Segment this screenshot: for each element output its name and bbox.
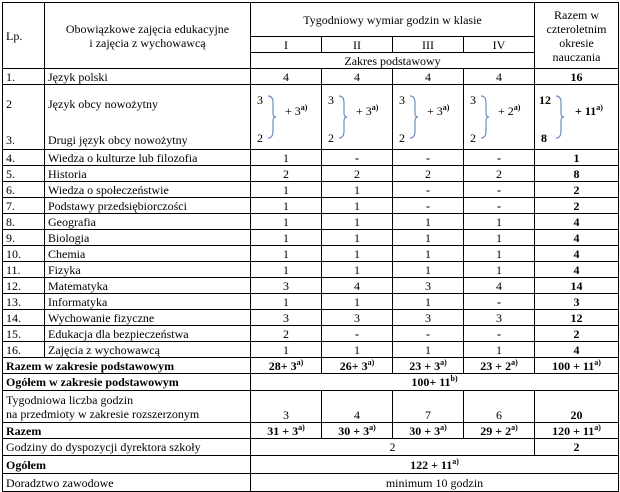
row-subject: Geografia — [45, 214, 251, 230]
brace-bottom-value: 2 — [328, 131, 334, 145]
row-val: 1 — [251, 182, 322, 198]
footnote-mark: a) — [300, 103, 308, 112]
row-total: 12 — [535, 310, 619, 326]
row-total: 4 — [535, 246, 619, 262]
row-val: 2 — [251, 166, 322, 182]
row-val: 4 — [393, 69, 464, 85]
row-val: 1 — [322, 246, 393, 262]
language-brace-cell — [322, 85, 392, 149]
class-ii: II — [322, 37, 393, 53]
grand-total-row — [3, 456, 619, 474]
row-val: 1 — [251, 150, 322, 166]
summary-val: $30 + 3^{a)}$ — [393, 423, 464, 439]
header-lp: Lp. — [3, 3, 45, 69]
footnote-mark: a) — [440, 357, 447, 367]
row-lp: 11. — [3, 262, 45, 278]
row-val: 4 — [322, 69, 393, 85]
row-val: 3 — [251, 278, 322, 294]
row-val: 1 — [322, 262, 393, 278]
class-iii: III — [393, 37, 464, 53]
brace-icon — [555, 95, 565, 139]
brace-top-value: 12 — [539, 93, 552, 107]
brace-icon — [409, 95, 419, 139]
director-row — [3, 439, 619, 456]
brace-plus: + 3 — [427, 104, 443, 118]
row-val: 1 — [393, 294, 464, 310]
brace-top-value: 3 — [470, 93, 476, 107]
row-lp: 14. — [3, 310, 45, 326]
row-val: 4 — [464, 69, 535, 85]
table-row — [3, 150, 619, 166]
row-val: - — [322, 150, 393, 166]
footnote-mark: a) — [511, 422, 518, 432]
extended-val: 7 — [393, 391, 464, 423]
language-total-cell — [535, 85, 618, 149]
row-val: 1 — [393, 246, 464, 262]
row-val: - — [393, 326, 464, 342]
row-lp: 12. — [3, 278, 45, 294]
header-subjects: Obowiązkowe zajęcia edukacyjne i zajęcia z wychowawcą — [45, 3, 251, 69]
footnote-mark: a) — [442, 103, 450, 112]
row-lp: 10. — [3, 246, 45, 262]
row-val: 4 — [464, 278, 535, 294]
extended-row — [3, 391, 619, 423]
row-subject: Fizyka — [45, 262, 251, 278]
row-total: 2 — [535, 182, 619, 198]
summary-val: $23 + 2^{a)}$ — [464, 358, 535, 374]
header-weekly: Tygodniowy wymiar godzin w klasie — [251, 3, 535, 37]
language-brace-cell — [464, 85, 534, 149]
row-total: 16 — [535, 69, 619, 85]
row-total: 4 — [535, 214, 619, 230]
extended-val: 3 — [251, 391, 322, 423]
brace-top-value: 3 — [257, 93, 263, 107]
director-total: 2 — [535, 439, 619, 456]
brace-bottom-value: 2 — [470, 131, 476, 145]
row-subject: Biologia — [45, 230, 251, 246]
row-val: 3 — [251, 310, 322, 326]
brace-bottom-value: 8 — [541, 131, 548, 145]
summary-row-basic — [3, 358, 619, 374]
language-brace-cell — [251, 85, 321, 149]
table-row — [3, 214, 619, 230]
summary-row — [3, 423, 619, 439]
row-total: 4 — [535, 342, 619, 358]
row-val: 1 — [251, 294, 322, 310]
row-total: 1 — [535, 150, 619, 166]
footnote-mark: a) — [594, 422, 601, 432]
row-val: - — [464, 198, 535, 214]
footnote-mark: a) — [596, 103, 603, 112]
summary-val: $23 + 3^{a)}$ — [393, 358, 464, 374]
row-val: - — [393, 150, 464, 166]
row-val: 1 — [322, 294, 393, 310]
brace-icon — [338, 95, 348, 139]
row-subject: Podstawy przedsiębiorczości — [45, 198, 251, 214]
class-i: I — [251, 37, 322, 53]
row-val: 2 — [393, 166, 464, 182]
row-subject: Drugi język obcy nowożytny — [48, 133, 188, 147]
table-row — [3, 230, 619, 246]
footnote-mark: a) — [369, 422, 376, 432]
table-row — [3, 182, 619, 198]
row-subject: Wiedza o społeczeństwie — [45, 182, 251, 198]
row-val: 1 — [464, 230, 535, 246]
row-lp: 1. — [3, 69, 45, 85]
extended-total: 20 — [535, 391, 619, 423]
row-val: 1 — [464, 342, 535, 358]
row-lp: 9. — [3, 230, 45, 246]
row-val: 1 — [251, 262, 322, 278]
table-row — [3, 326, 619, 342]
scope-label: Zakres podstawowy — [251, 53, 535, 69]
row-val: 1 — [251, 198, 322, 214]
row-subject: Zajęcia z wychowawcą — [45, 342, 251, 358]
table-row-languages — [3, 85, 619, 150]
row-total: 4 — [535, 230, 619, 246]
row-lp: 15. — [3, 326, 45, 342]
row-val: - — [464, 294, 535, 310]
row-val: 1 — [393, 262, 464, 278]
row-val: 1 — [393, 214, 464, 230]
footnote-mark: a) — [513, 103, 521, 112]
summary-val: $28+ 3^{a)}$ — [251, 358, 322, 374]
brace-icon — [267, 95, 277, 139]
row-val: 1 — [322, 182, 393, 198]
row-val: - — [464, 182, 535, 198]
brace-plus: + 11 — [575, 104, 597, 118]
row-lp: 2 — [6, 97, 12, 111]
counseling-val: minimum 10 godzin — [251, 474, 619, 492]
row-val: 1 — [393, 342, 464, 358]
extended-val: 6 — [464, 391, 535, 423]
summary-val: $26+ 3^{a)}$ — [322, 358, 393, 374]
row-val: - — [393, 198, 464, 214]
summary-val: $31 + 3^{a)}$ — [251, 423, 322, 439]
row-total: 2 — [535, 198, 619, 214]
footnote-mark: b) — [450, 374, 458, 383]
summary-total: $100 + 11^{a)}$ — [535, 358, 619, 374]
footnote-mark: a) — [594, 357, 601, 367]
row-subject: Informatyka — [45, 294, 251, 310]
language-brace-cell — [393, 85, 463, 149]
summary-val: $29 + 2^{a)}$ — [464, 423, 535, 439]
row-lp: 5. — [3, 166, 45, 182]
row-subject: Chemia — [45, 246, 251, 262]
row-val: 2 — [251, 326, 322, 342]
table-row — [3, 294, 619, 310]
row-val: 4 — [322, 278, 393, 294]
counseling-row — [3, 474, 619, 492]
extended-label: Tygodniowa liczba godzin na przedmioty w zakresie rozszerzonym — [3, 391, 251, 423]
row-total: 4 — [535, 262, 619, 278]
row-val: - — [464, 150, 535, 166]
row-lp: 16. — [3, 342, 45, 358]
brace-top-value: 3 — [328, 93, 334, 107]
grand-row-basic — [3, 374, 619, 391]
row-lp: 8. — [3, 214, 45, 230]
row-val: 1 — [322, 230, 393, 246]
brace-icon — [480, 95, 490, 139]
footnote-mark: a) — [511, 357, 518, 367]
row-subject: Język polski — [45, 69, 251, 85]
row-total: 8 — [535, 166, 619, 182]
row-subject: Edukacja dla bezpieczeństwa — [45, 326, 251, 342]
row-lp: 13. — [3, 294, 45, 310]
row-lp: 6. — [3, 182, 45, 198]
brace-top-value: 3 — [399, 93, 405, 107]
row-subject: Język obcy nowożytny — [48, 97, 158, 111]
row-val: 1 — [322, 214, 393, 230]
table-row — [3, 342, 619, 358]
table-row — [3, 278, 619, 294]
row-val: 1 — [393, 230, 464, 246]
row-val: 1 — [251, 230, 322, 246]
row-subject: Matematyka — [45, 278, 251, 294]
row-val: 1 — [464, 262, 535, 278]
grand-total-label: Ogółem — [3, 456, 251, 474]
row-val: 1 — [464, 246, 535, 262]
director-label: Godziny do dyspozycji dyrektora szkoły — [3, 439, 251, 456]
footnote-mark: a) — [440, 422, 447, 432]
row-total: 3 — [535, 294, 619, 310]
director-val: 2 — [251, 439, 535, 456]
row-val: 1 — [464, 214, 535, 230]
table-row — [3, 69, 619, 85]
summary-val: $30 + 3^{a)}$ — [322, 423, 393, 439]
row-val: 4 — [251, 69, 322, 85]
class-iv: IV — [464, 37, 535, 53]
row-val: 3 — [464, 310, 535, 326]
row-val: 2 — [464, 166, 535, 182]
grand-label: Ogółem w zakresie podstawowym — [3, 374, 251, 391]
table-row — [3, 310, 619, 326]
row-val: 3 — [393, 310, 464, 326]
brace-plus: + 2 — [498, 104, 514, 118]
row-val: 1 — [251, 214, 322, 230]
row-lp: 7. — [3, 198, 45, 214]
summary-label: Razem w zakresie podstawowym — [3, 358, 251, 374]
counseling-label: Doradztwo zawodowe — [3, 474, 251, 492]
row-total: 14 — [535, 278, 619, 294]
brace-plus: + 3 — [356, 104, 372, 118]
grand-val: $100+ 11^{b)}$ — [251, 374, 619, 391]
row-val: 3 — [393, 278, 464, 294]
footnote-mark: a) — [367, 357, 375, 367]
row-lp: 4. — [3, 150, 45, 166]
brace-bottom-value: 2 — [399, 131, 405, 145]
row-lp: 3. — [6, 133, 15, 147]
brace-plus: + 3 — [285, 104, 301, 118]
footnote-mark: a) — [452, 456, 459, 466]
grand-total-val: $122 + 11^{a)}$ — [251, 456, 619, 474]
row-val: 1 — [251, 342, 322, 358]
row-subject: Wiedza o kulturze lub filozofia — [45, 150, 251, 166]
summary-label: Razem — [3, 423, 251, 439]
row-subject: Historia — [45, 166, 251, 182]
curriculum-table — [2, 2, 619, 492]
row-val: - — [322, 326, 393, 342]
brace-bottom-value: 2 — [257, 131, 263, 145]
footnote-mark: a) — [371, 103, 379, 112]
header-total: Razem w czteroletnim okresie nauczania — [535, 3, 619, 69]
row-val: 1 — [322, 198, 393, 214]
extended-val: 4 — [322, 391, 393, 423]
table-row — [3, 246, 619, 262]
row-val: 3 — [322, 310, 393, 326]
row-total: 2 — [535, 326, 619, 342]
row-subject: Wychowanie fizyczne — [45, 310, 251, 326]
summary-total: $120 + 11^{a)}$ — [535, 423, 619, 439]
footnote-mark: a) — [296, 357, 304, 367]
row-val: - — [393, 182, 464, 198]
row-val: 1 — [251, 246, 322, 262]
table-row — [3, 166, 619, 182]
row-val: 1 — [322, 342, 393, 358]
row-val: - — [464, 326, 535, 342]
table-row — [3, 262, 619, 278]
table-row — [3, 198, 619, 214]
row-val: 2 — [322, 166, 393, 182]
footnote-mark: a) — [298, 422, 305, 432]
